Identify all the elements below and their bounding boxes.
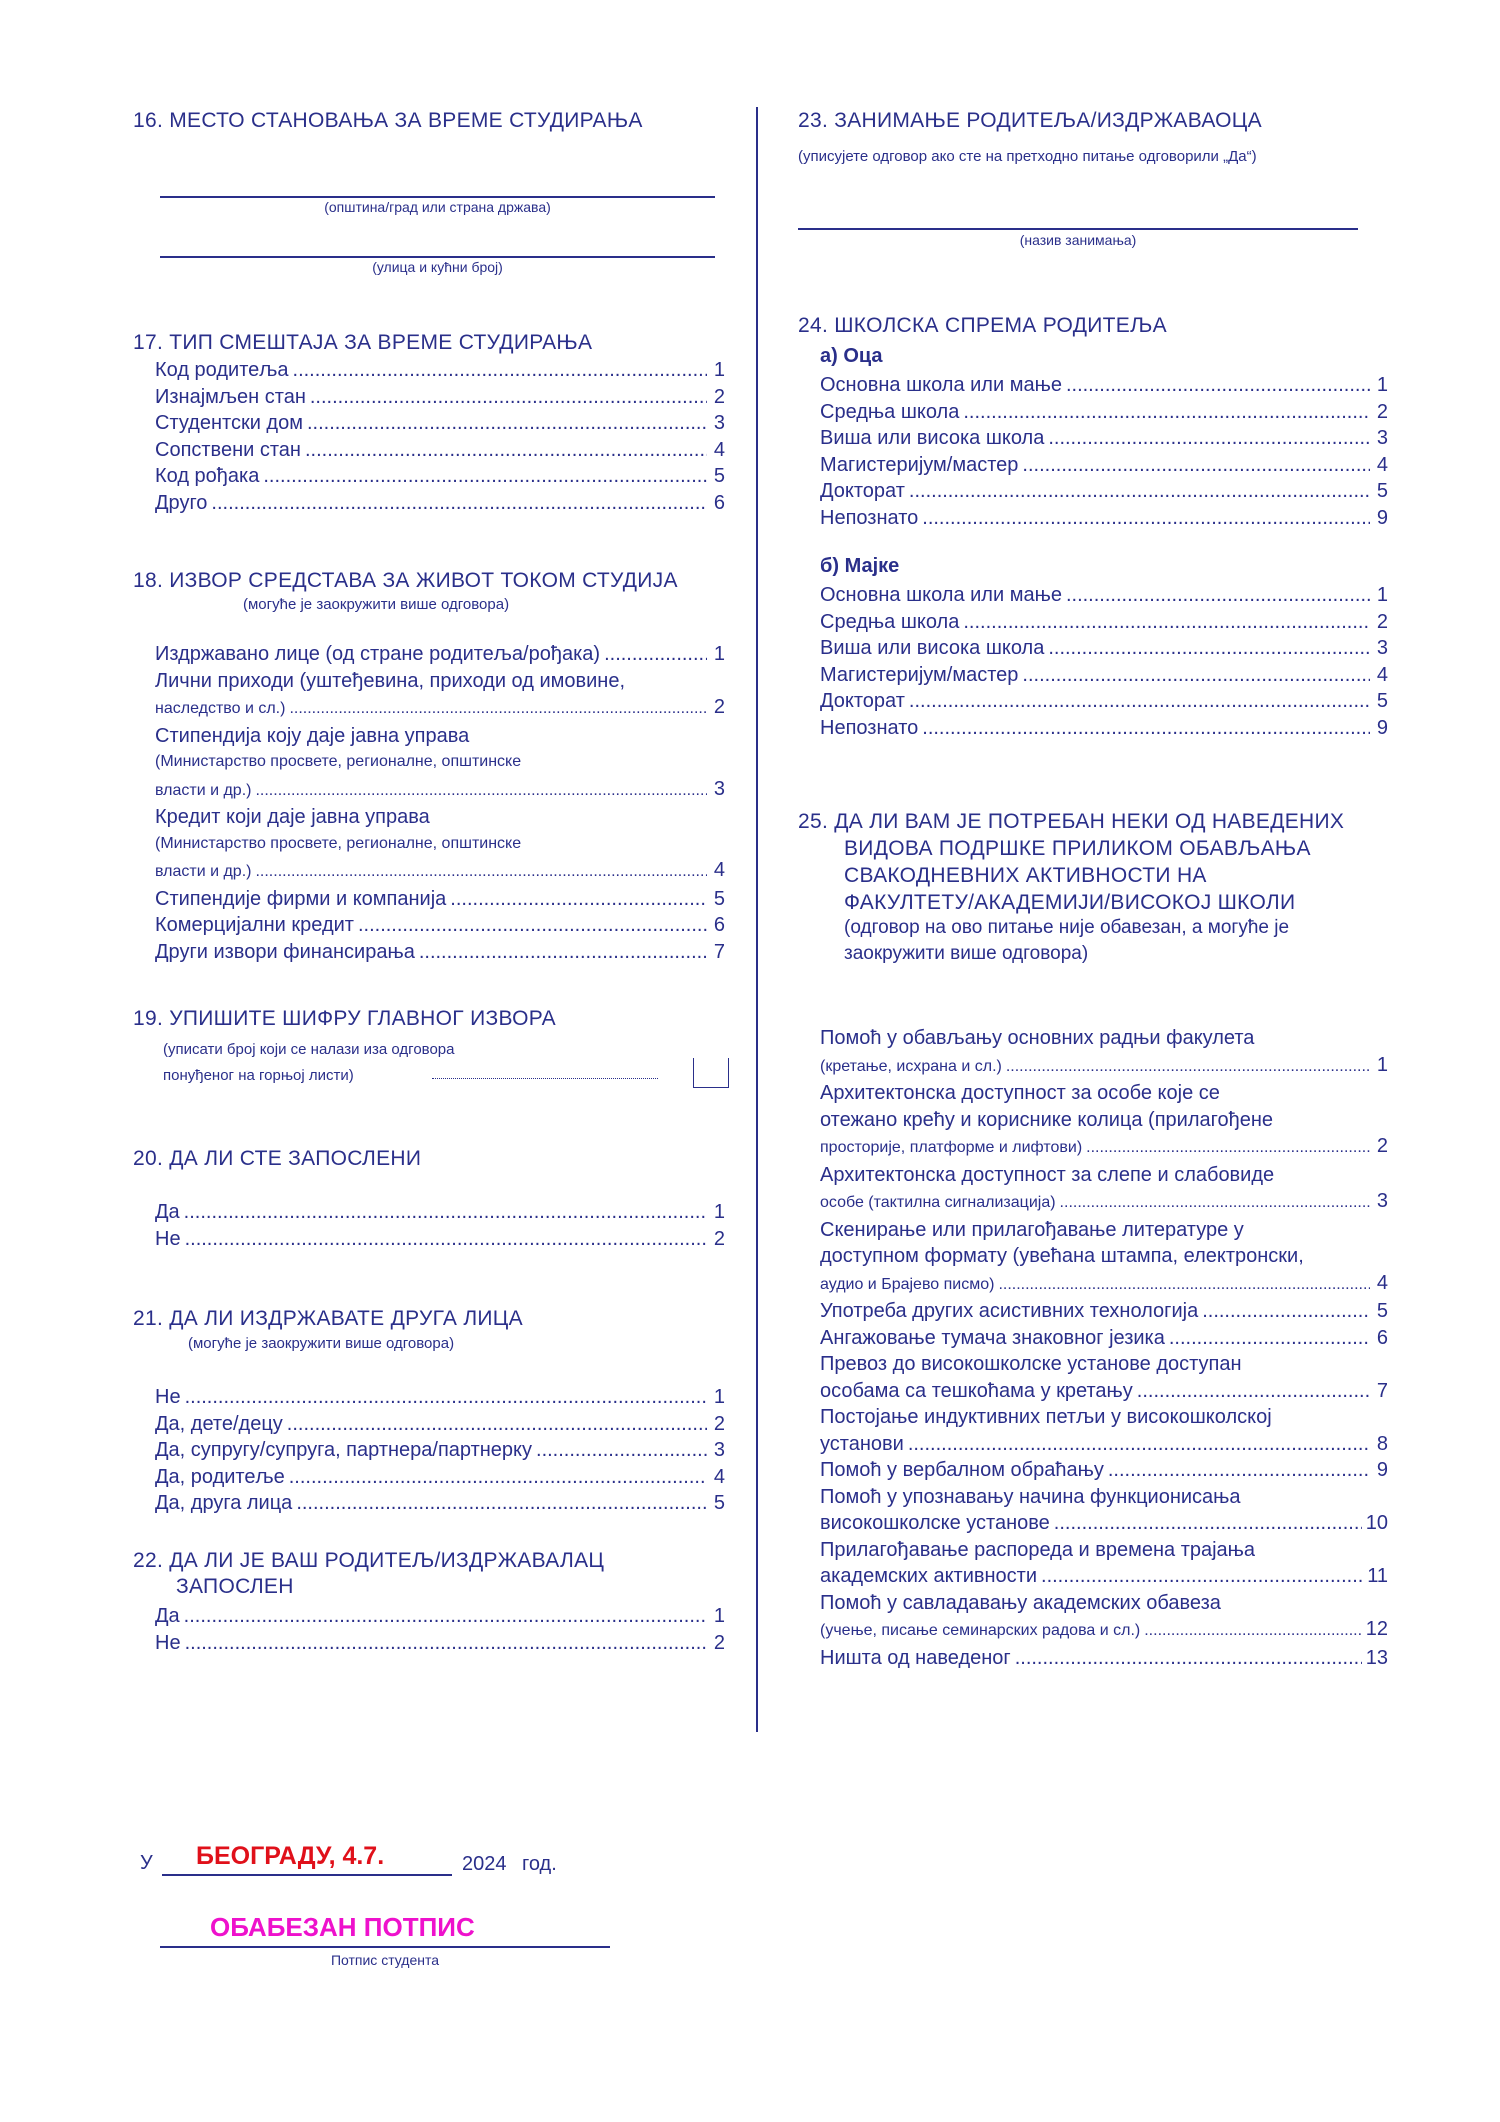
- q25-option-text: Помоћ у обављању основних радњи факулета: [820, 1027, 1255, 1049]
- q18-option[interactable]: власти и др.) ..... 4: [155, 857, 725, 886]
- q25-option[interactable]: аудио и Брајево писмо) ..... 4: [820, 1270, 1388, 1299]
- q21-options: [155, 1384, 725, 1517]
- q25-option-text: Архитектонска доступност за слепе и слабовиде: [820, 1163, 1275, 1186]
- q25-note-line-2: заокружити више одговора): [844, 943, 1089, 964]
- q24-mother-option[interactable]: Основна школа или мање ..... 1: [820, 582, 1388, 609]
- q18-option[interactable]: Комерцијални кредит ..... 6: [155, 912, 725, 939]
- q24-father-option[interactable]: Магистеријум/мастер ..... 4: [820, 452, 1388, 479]
- place-date-value: БЕОГРАДУ, 4.7.: [196, 1842, 385, 1870]
- q25-option-text: отежано крећу и кориснике колица (прилагођене: [820, 1108, 1274, 1131]
- q24-mother-option[interactable]: Непознато ..... 9: [820, 715, 1388, 742]
- q16-title: 16. МЕСТО СТАНОВАЊА ЗА ВРЕМЕ СТУДИРАЊА: [133, 109, 643, 132]
- q20-title: 20. ДА ЛИ СТЕ ЗАПОСЛЕНИ: [133, 1147, 422, 1170]
- q18-options: [155, 641, 725, 965]
- q25-option[interactable]: особама са тешкоћама у кретању ..... 7: [820, 1378, 1388, 1405]
- q17-option[interactable]: Друго ..... 6: [155, 490, 725, 517]
- q25-title-line-4: ФАКУЛТЕТУ/АКАДЕМИЈИ/ВИСОКОЈ ШКОЛИ: [844, 891, 1296, 914]
- q22-title-line-2: ЗАПОСЛЕН: [176, 1575, 294, 1599]
- q18-option[interactable]: Издржавано лице (од стране родитеља/рођака) ..... 1: [155, 641, 725, 668]
- q25-title-line-3: СВАКОДНЕВНИХ АКТИВНОСТИ НА: [844, 864, 1207, 887]
- signature-line[interactable]: [160, 1946, 610, 1948]
- q25-option[interactable]: високошколске установе ..... 10: [820, 1510, 1388, 1537]
- q23-note: (уписујете одговор ако сте на претходно питање одговорили „Да“): [798, 148, 1257, 165]
- q16-caption-1: (општина/град или страна држава): [324, 199, 551, 215]
- q24-mother-options: [820, 582, 1388, 741]
- q21-option[interactable]: Да, родитеље ..... 4: [155, 1464, 725, 1491]
- q18-option-text: Лични приходи (уштеђевина, приходи од имовине,: [155, 669, 626, 692]
- q18-note: (могуће је заокружити више одговора): [243, 596, 510, 613]
- q20-option[interactable]: Не ..... 2: [155, 1226, 725, 1253]
- q25-option[interactable]: Употреба других асистивних технологија ..... 5: [820, 1298, 1388, 1325]
- q22-title: [133, 1548, 604, 1601]
- q25-option[interactable]: установи ..... 8: [820, 1431, 1388, 1458]
- q21-option[interactable]: Да, дете/децу ..... 2: [155, 1411, 725, 1438]
- q25-option[interactable]: Помоћ у вербалном обраћању ..... 9: [820, 1457, 1388, 1484]
- q25-option-text: доступном формату (увећана штампа, електронски,: [820, 1245, 1304, 1267]
- q25-option-text: Прилагођавање распореда и времена трајања: [820, 1538, 1256, 1561]
- q16-caption-2: (улица и кућни број): [372, 259, 503, 275]
- q24-mother-heading: б) Мајке: [820, 555, 900, 577]
- q19-note-2: понуђеног на горњој листи): [163, 1067, 354, 1084]
- q17-title: 17. ТИП СМЕШТАЈА ЗА ВРЕМЕ СТУДИРАЊА: [133, 331, 593, 354]
- q18-option-text: (Министарство просвете, регионалне, општинске: [155, 834, 522, 852]
- q21-option[interactable]: Да, друга лица ..... 5: [155, 1490, 725, 1517]
- q24-father-heading: а) Оца: [820, 345, 883, 367]
- q18-option-text: Кредит који даје јавна управа: [155, 806, 430, 828]
- q18-option-text: Стипендија коју даје јавна управа: [155, 724, 470, 747]
- q24-father-option[interactable]: Средња школа ..... 2: [820, 399, 1388, 426]
- q18-option[interactable]: наследство и сл.) ..... 2: [155, 694, 725, 723]
- q25-title-line-2: ВИДОВА ПОДРШКЕ ПРИЛИКОМ ОБАВЉАЊА: [844, 837, 1311, 860]
- q25-note-line-1: (одговор на ово питање није обавезан, а могуће је: [844, 917, 1290, 938]
- q17-options: [155, 357, 725, 516]
- q21-note: (могуће је заокружити више одговора): [188, 1335, 455, 1352]
- q20-option[interactable]: Да ..... 1: [155, 1199, 725, 1226]
- q25-note: [844, 915, 1289, 967]
- q22-title-line-1: 22. ДА ЛИ ЈЕ ВАШ РОДИТЕЉ/ИЗДРЖАВАЛАЦ: [133, 1549, 605, 1572]
- q25-option[interactable]: просторије, платформе и лифтови) ..... 2: [820, 1133, 1388, 1162]
- q25-option-text: Помоћ у савладавању академских обавеза: [820, 1591, 1221, 1614]
- q20-options: [155, 1199, 725, 1252]
- place-date-line[interactable]: [162, 1874, 452, 1876]
- q18-option[interactable]: Стипендије фирми и компанија ..... 5: [155, 886, 725, 913]
- q25-option-text: Помоћ у упознавању начина функционисања: [820, 1485, 1241, 1508]
- q22-option[interactable]: Да ..... 1: [155, 1603, 725, 1630]
- q22-option[interactable]: Не ..... 2: [155, 1630, 725, 1657]
- q17-option[interactable]: Студентски дом ..... 3: [155, 410, 725, 437]
- q23-caption: (назив занимања): [1019, 232, 1137, 248]
- q25-option[interactable]: (кретање, исхрана и сл.) ..... 1: [820, 1052, 1388, 1081]
- q24-mother-option[interactable]: Магистеријум/мастер ..... 4: [820, 662, 1388, 689]
- q25-option[interactable]: академских активности ..... 11: [820, 1563, 1388, 1590]
- q21-option[interactable]: Не ..... 1: [155, 1384, 725, 1411]
- q18-title: 18. ИЗВОР СРЕДСТАВА ЗА ЖИВОТ ТОКОМ СТУДИЈА: [133, 569, 678, 592]
- q19-code-box[interactable]: [693, 1058, 729, 1088]
- signature-caption: Потпис студента: [330, 1952, 440, 1968]
- q18-option[interactable]: Други извори финансирања ..... 7: [155, 939, 725, 966]
- column-divider: [756, 107, 758, 1732]
- q17-option[interactable]: Код рођака ..... 5: [155, 463, 725, 490]
- year-suffix: год.: [522, 1853, 557, 1875]
- q24-father-option[interactable]: Непознато ..... 9: [820, 505, 1388, 532]
- q24-father-option[interactable]: Основна школа или мање ..... 1: [820, 372, 1388, 399]
- q25-option-text: Превоз до високошколске установе доступан: [820, 1353, 1242, 1375]
- q19-dotted-line: [432, 1078, 658, 1079]
- q24-father-option[interactable]: Докторат ..... 5: [820, 478, 1388, 505]
- q24-father-option[interactable]: Виша или висока школа ..... 3: [820, 425, 1388, 452]
- q25-title: [798, 808, 1344, 916]
- q21-title: 21. ДА ЛИ ИЗДРЖАВАТЕ ДРУГА ЛИЦА: [133, 1307, 523, 1330]
- q25-title-line-1: 25. ДА ЛИ ВАМ ЈЕ ПОТРЕБАН НЕКИ ОД НАВЕДЕНИХ: [798, 810, 1345, 833]
- q24-mother-option[interactable]: Виша или висока школа ..... 3: [820, 635, 1388, 662]
- q24-father-options: [820, 372, 1388, 531]
- q18-option-text: (Министарство просвете, регионалне, општинске: [155, 753, 522, 770]
- q18-option[interactable]: власти и др.) ..... 3: [155, 776, 725, 805]
- q16-line-2[interactable]: [160, 256, 715, 258]
- q25-option[interactable]: особе (тактилна сигнализација) ..... 3: [820, 1188, 1388, 1217]
- q25-option[interactable]: (учење, писање семинарских радова и сл.) ..... 12: [820, 1616, 1388, 1645]
- q24-mother-option[interactable]: Средња школа ..... 2: [820, 609, 1388, 636]
- q19-title: 19. УПИШИТЕ ШИФРУ ГЛАВНОГ ИЗВОРА: [133, 1007, 556, 1030]
- q25-option-text: Скенирање или прилагођавање литературе у: [820, 1218, 1244, 1241]
- q24-mother-option[interactable]: Докторат ..... 5: [820, 688, 1388, 715]
- q21-option[interactable]: Да, супругу/супруга, партнера/партнерку ..... 3: [155, 1437, 725, 1464]
- q23-title: 23. ЗАНИМАЊЕ РОДИТЕЉА/ИЗДРЖАВАОЦА: [798, 109, 1262, 132]
- q24-title: 24. ШКОЛСКА СПРЕМА РОДИТЕЉА: [798, 314, 1167, 337]
- year-value: 2024: [462, 1853, 507, 1875]
- q17-option[interactable]: Сопствени стан ..... 4: [155, 437, 725, 464]
- q25-options: [820, 1025, 1388, 1671]
- q17-option[interactable]: Код родитеља ..... 1: [155, 357, 725, 384]
- q23-occupation-line[interactable]: [798, 228, 1358, 230]
- signature-value: ОБАБЕЗАН ПОТПИС: [210, 1912, 475, 1942]
- q17-option[interactable]: Изнајмљен стан ..... 2: [155, 384, 725, 411]
- q16-line-1[interactable]: [160, 196, 715, 198]
- place-prefix: У: [140, 1852, 153, 1874]
- q25-option-text: Архитектонска доступност за особе које се: [820, 1082, 1220, 1104]
- q25-option[interactable]: Ништа од наведеног ..... 13: [820, 1645, 1388, 1672]
- q19-note-1: (уписати број који се налази иза одговора: [163, 1041, 455, 1058]
- q22-options: [155, 1603, 725, 1656]
- q25-option[interactable]: Ангажовање тумача знаковног језика ..... 6: [820, 1325, 1388, 1352]
- q25-option-text: Постојање индуктивних петљи у високошколској: [820, 1406, 1272, 1428]
